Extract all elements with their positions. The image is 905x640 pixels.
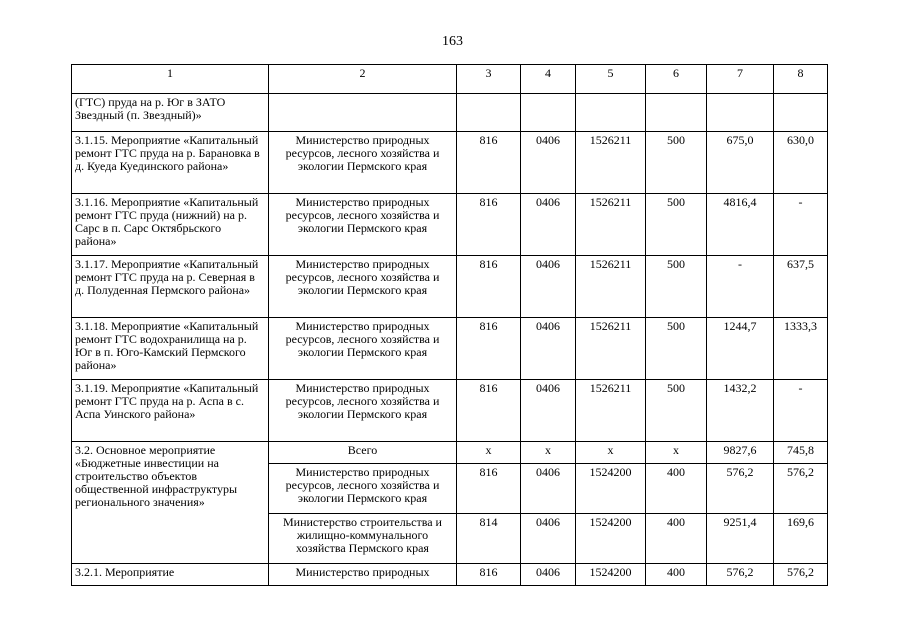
amount-cell: [774, 94, 828, 132]
event-name-cell: 3.1.19. Мероприятие «Капитальный ремонт ГТС пруда на р. Аспа в с. Аспа Уинского района»: [72, 380, 269, 442]
table-row: [72, 194, 828, 256]
amount-cell: 576,2: [774, 464, 828, 514]
amount-cell: 9827,6: [707, 442, 774, 464]
table-header-row: [72, 65, 828, 94]
target-code-cell: 1526211: [576, 194, 646, 256]
target-code-cell: 1524200: [576, 514, 646, 564]
amount-cell: 169,6: [774, 514, 828, 564]
amount-cell: 1244,7: [707, 318, 774, 380]
code-cell: 816: [457, 318, 521, 380]
code-cell: х: [457, 442, 521, 464]
column-header: 2: [269, 65, 457, 94]
code-cell: 814: [457, 514, 521, 564]
section-cell: 0406: [521, 380, 576, 442]
organization-cell: Министерство строительства и жилищно-коммунального хозяйства Пермского края: [269, 514, 457, 564]
organization-cell: Министерство природных ресурсов, лесного хозяйства и экологии Пермского края: [269, 132, 457, 194]
target-code-cell: 1526211: [576, 318, 646, 380]
target-code-cell: 1526211: [576, 132, 646, 194]
column-header: 7: [707, 65, 774, 94]
event-name-cell: 3.2. Основное мероприятие «Бюджетные инвестиции на строительство объектов общественной инфраструктуры регионального значения»: [72, 442, 269, 564]
event-name-cell: 3.1.16. Мероприятие «Капитальный ремонт ГТС пруда (нижний) на р. Сарс в п. Сарс Октябрьского района»: [72, 194, 269, 256]
expense-type-cell: 500: [646, 318, 707, 380]
code-cell: 816: [457, 380, 521, 442]
amount-cell: 4816,4: [707, 194, 774, 256]
amount-cell: 576,2: [707, 464, 774, 514]
column-header: 4: [521, 65, 576, 94]
amount-cell: 1432,2: [707, 380, 774, 442]
code-cell: 816: [457, 194, 521, 256]
amount-cell: -: [707, 256, 774, 318]
organization-cell: Министерство природных ресурсов, лесного хозяйства и экологии Пермского края: [269, 464, 457, 514]
target-code-cell: 1526211: [576, 380, 646, 442]
table-row: [72, 132, 828, 194]
table-row: [72, 94, 828, 132]
amount-cell: -: [774, 380, 828, 442]
expense-type-cell: 400: [646, 564, 707, 586]
target-code-cell: х: [576, 442, 646, 464]
event-name-cell: 3.2.1. Мероприятие: [72, 564, 269, 586]
event-name-cell: 3.1.15. Мероприятие «Капитальный ремонт ГТС пруда на р. Барановка в д. Куеда Куединского района»: [72, 132, 269, 194]
expense-type-cell: 400: [646, 464, 707, 514]
event-name-cell: (ГТС) пруда на р. Юг в ЗАТО Звездный (п. Звездный)»: [72, 94, 269, 132]
column-header: 8: [774, 65, 828, 94]
organization-cell: Всего: [269, 442, 457, 464]
column-header: 5: [576, 65, 646, 94]
expense-type-cell: х: [646, 442, 707, 464]
target-code-cell: [576, 94, 646, 132]
table-row: [72, 442, 828, 464]
code-cell: 816: [457, 564, 521, 586]
section-cell: х: [521, 442, 576, 464]
target-code-cell: 1524200: [576, 564, 646, 586]
section-cell: 0406: [521, 464, 576, 514]
target-code-cell: 1526211: [576, 256, 646, 318]
amount-cell: 9251,4: [707, 514, 774, 564]
amount-cell: 576,2: [774, 564, 828, 586]
organization-cell: Министерство природных ресурсов, лесного хозяйства и экологии Пермского края: [269, 380, 457, 442]
table-row: [72, 256, 828, 318]
section-cell: [521, 94, 576, 132]
target-code-cell: 1524200: [576, 464, 646, 514]
budget-table: [71, 64, 828, 586]
amount-cell: 675,0: [707, 132, 774, 194]
amount-cell: 1333,3: [774, 318, 828, 380]
code-cell: 816: [457, 464, 521, 514]
table-row: [72, 318, 828, 380]
section-cell: 0406: [521, 564, 576, 586]
amount-cell: 637,5: [774, 256, 828, 318]
amount-cell: -: [774, 194, 828, 256]
table-row: [72, 380, 828, 442]
column-header: 1: [72, 65, 269, 94]
amount-cell: [707, 94, 774, 132]
organization-cell: Министерство природных ресурсов, лесного хозяйства и экологии Пермского края: [269, 194, 457, 256]
expense-type-cell: 500: [646, 132, 707, 194]
expense-type-cell: 500: [646, 380, 707, 442]
organization-cell: [269, 94, 457, 132]
expense-type-cell: [646, 94, 707, 132]
section-cell: 0406: [521, 132, 576, 194]
code-cell: [457, 94, 521, 132]
event-name-cell: 3.1.17. Мероприятие «Капитальный ремонт ГТС пруда на р. Северная в д. Полуденная Пермского района»: [72, 256, 269, 318]
expense-type-cell: 500: [646, 256, 707, 318]
section-cell: 0406: [521, 256, 576, 318]
amount-cell: 745,8: [774, 442, 828, 464]
column-header: 6: [646, 65, 707, 94]
code-cell: 816: [457, 132, 521, 194]
page-number: 163: [442, 34, 463, 49]
organization-cell: Министерство природных: [269, 564, 457, 586]
amount-cell: 630,0: [774, 132, 828, 194]
organization-cell: Министерство природных ресурсов, лесного хозяйства и экологии Пермского края: [269, 256, 457, 318]
organization-cell: Министерство природных ресурсов, лесного хозяйства и экологии Пермского края: [269, 318, 457, 380]
section-cell: 0406: [521, 194, 576, 256]
expense-type-cell: 400: [646, 514, 707, 564]
section-cell: 0406: [521, 514, 576, 564]
section-cell: 0406: [521, 318, 576, 380]
column-header: 3: [457, 65, 521, 94]
code-cell: 816: [457, 256, 521, 318]
table-row: [72, 564, 828, 586]
expense-type-cell: 500: [646, 194, 707, 256]
amount-cell: 576,2: [707, 564, 774, 586]
event-name-cell: 3.1.18. Мероприятие «Капитальный ремонт ГТС водохранилища на р. Юг в п. Юго-Камский Пермского района»: [72, 318, 269, 380]
